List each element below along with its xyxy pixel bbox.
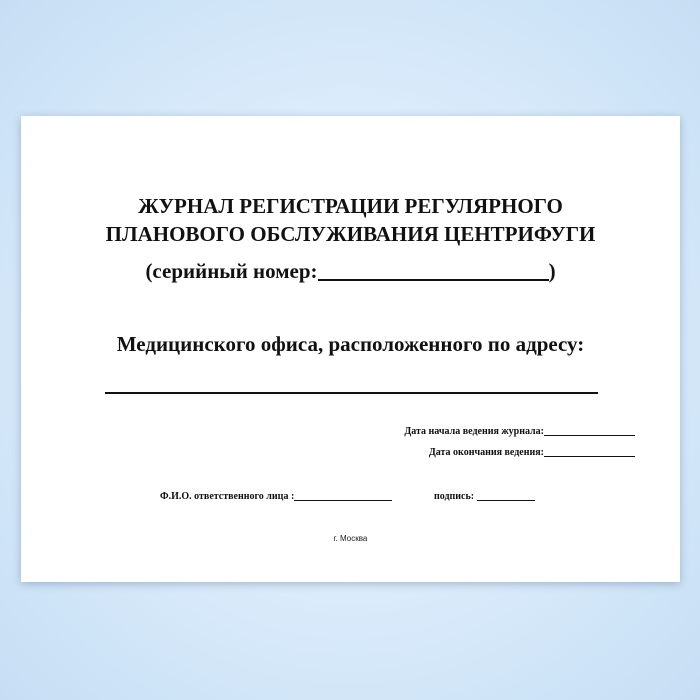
journal-cover-sheet	[21, 116, 680, 582]
title-line-1: ЖУРНАЛ РЕГИСТРАЦИИ РЕГУЛЯРНОГО	[138, 194, 563, 218]
serial-number-row	[21, 259, 680, 284]
signature-label: подпись:	[434, 491, 475, 502]
city-footer: г. Москва	[333, 534, 368, 543]
signature-field	[434, 491, 535, 502]
address-blank-line	[105, 392, 598, 394]
address-label: Медицинского офиса, расположенного по адресу:	[116, 332, 585, 356]
serial-number-close-paren: )	[548, 259, 556, 283]
start-date-field	[404, 426, 635, 437]
end-date-label: Дата окончания ведения:	[428, 447, 544, 458]
responsible-person-field	[160, 491, 392, 502]
end-date-blank	[544, 447, 635, 457]
responsible-person-label: Ф.И.О. ответственного лица :	[160, 491, 295, 502]
start-date-blank	[544, 426, 635, 436]
title-line-2: ПЛАНОВОГО ОБСЛУЖИВАНИЯ ЦЕНТРИФУГИ	[105, 222, 596, 246]
serial-number-label: (серийный номер:	[145, 259, 318, 283]
responsible-person-blank	[294, 491, 392, 501]
serial-number-blank	[318, 259, 549, 281]
signature-blank	[477, 491, 535, 501]
end-date-field	[429, 447, 635, 458]
start-date-label: Дата начала ведения журнала:	[404, 426, 544, 437]
